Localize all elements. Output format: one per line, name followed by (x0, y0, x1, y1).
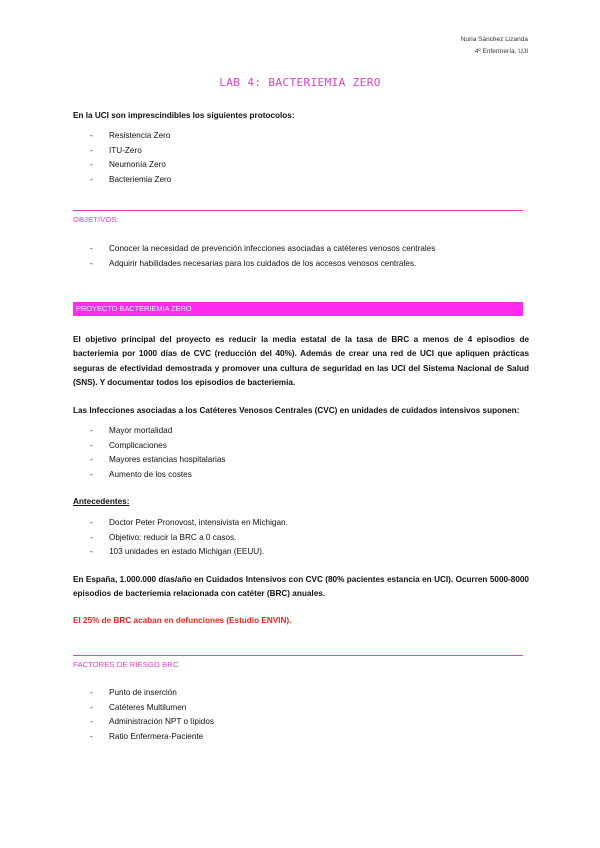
page-title: LAB 4: BACTERIEMIA ZERO (219, 76, 381, 89)
list-item: - Ratio Enfermera-Paciente (73, 730, 214, 745)
infecciones-intro: Las Infecciones asociadas a los Catéteres Venosos Centrales (CVC) en unidades de cuidados intensivos suponen: (73, 406, 520, 415)
section-divider (73, 210, 523, 211)
list-item: - Mayores estancias hospitalarias (73, 453, 226, 468)
list-item: - Objetivo: reducir la BRC a 0 casos. (73, 531, 288, 546)
list-item: - Doctor Peter Pronovost, intensivista en Michigan. (73, 516, 288, 531)
list-item: - 103 unidades en estado Michigan (EEUU). (73, 545, 288, 560)
list-item: - Complicaciones (73, 439, 226, 454)
list-item: - Administración NPT o lípidos (73, 715, 214, 730)
envin-highlight: El 25% de BRC acaban en defunciones (Estudio ENVIN). (73, 616, 292, 625)
list-item: - Resistencia Zero (73, 129, 171, 144)
list-item: - Punto de inserción (73, 686, 214, 701)
author-name: Nuria Sánchez Lizanda (460, 36, 528, 43)
intro-text: En la UCI son imprescindibles los siguientes protocolos: (73, 111, 295, 120)
espana-paragraph: En España, 1.000.000 días/año en Cuidados Intensivos con CVC (80% pacientes estancia en UCI). Ocurren 5000-8000 episodios de bacteriemia relacionada con catéter (BRC) anuales. (73, 575, 529, 599)
protocol-list (73, 129, 171, 187)
list-item: - Neumonía Zero (73, 158, 171, 173)
objetivos-list (73, 242, 435, 271)
antecedentes-list (73, 516, 288, 560)
factores-list (73, 686, 214, 744)
antecedentes-heading: Antecedentes: (73, 497, 130, 506)
list-item: - Aumento de los costes (73, 468, 226, 483)
list-item: - Conocer la necesidad de prevención infecciones asociadas a catéteres venosos centrales (73, 242, 435, 257)
list-item: - Mayor mortalidad (73, 424, 226, 439)
list-item: - Bacteriemia Zero (73, 173, 171, 188)
infecciones-list (73, 424, 226, 482)
proyecto-banner: PROYECTO BACTERIEMIA ZERO (73, 302, 523, 316)
list-item: - Catéteres Multilumen (73, 701, 214, 716)
objetivos-heading: OBJETIVOS: (73, 215, 119, 224)
section-divider (73, 655, 523, 656)
author-course: 4º Enfermería, UJI (474, 48, 528, 55)
proyecto-paragraph: El objetivo principal del proyecto es reducir la media estatal de la tasa de BRC a menos de 4 episodios de bacteriemia por 1000 días de CVC (reducción del 40%). Además de crear una red de UCI que apliquen prácticas seguras de efectividad demostrada y promover una cultura de seguridad en las UCI del Sistema Nacional de Salud (SNS). Y documentar todos los episodios de bacteriemia. (73, 335, 529, 387)
list-item: - ITU-Zero (73, 144, 171, 159)
list-item: - Adquirir habilidades necesarias para los cuidados de los accesos venosos centrales. (73, 257, 435, 272)
factores-heading: FACTORES DE RIESGO BRC (73, 660, 179, 669)
author-block (461, 34, 528, 58)
